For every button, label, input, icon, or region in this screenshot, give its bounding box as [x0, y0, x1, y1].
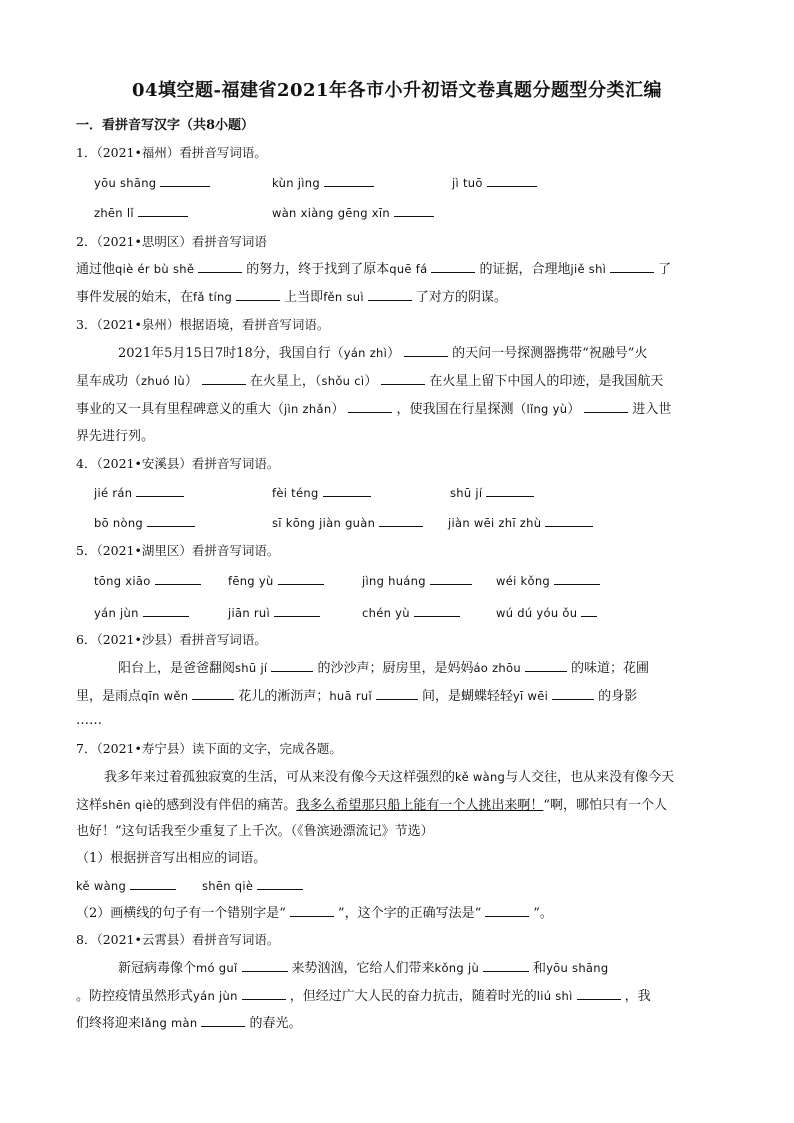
answer-blank[interactable]	[242, 986, 286, 1000]
question-2-line-1	[76, 259, 671, 280]
pinyin: qiè ér bù shě	[115, 262, 195, 276]
text: ，使我国在行星探测（	[396, 402, 527, 417]
answer-blank[interactable]	[545, 513, 593, 527]
pinyin-item: jiàn wēi zhī zhù	[448, 516, 542, 530]
pinyin-item: yán jùn	[94, 606, 139, 620]
pinyin-item: sī kōng jiàn guàn	[272, 516, 376, 530]
answer-blank[interactable]	[138, 203, 188, 217]
pinyin-item: wú dú yóu ǒu	[496, 606, 578, 620]
text: 。防控疫情虽然形式	[76, 989, 194, 1004]
text: 事业的又一具有里程碑意义的重大（	[76, 402, 285, 417]
answer-blank[interactable]	[483, 958, 529, 972]
question-5-row-1	[94, 571, 734, 591]
answer-blank[interactable]	[278, 571, 324, 585]
pinyin-item: wéi kǒng	[496, 574, 551, 588]
pinyin-item: fēng yù	[228, 574, 274, 588]
text: 进入世	[632, 402, 672, 417]
pinyin: yī wēi	[512, 689, 549, 703]
pinyin: kǒng jù	[434, 961, 480, 975]
answer-blank[interactable]	[430, 571, 472, 585]
text: ”，这个字的正确写法是“	[337, 906, 482, 921]
question-8-line-2	[76, 986, 651, 1007]
pinyin-item: jiān ruì	[228, 606, 270, 620]
pinyin-item: kě wàng	[76, 879, 127, 893]
question-6-heading: 6．（2021•沙县）看拼音写词语。	[76, 632, 267, 647]
answer-blank[interactable]	[379, 513, 423, 527]
pinyin-item: wàn xiàng gēng xīn	[272, 206, 390, 220]
answer-blank[interactable]	[236, 287, 280, 301]
text: ）	[184, 374, 198, 389]
answer-blank[interactable]	[324, 173, 374, 187]
text: 这样	[76, 798, 103, 813]
question-7-heading: 7．（2021•寿宁县）读下面的文字，完成各题。	[76, 741, 342, 756]
answer-blank[interactable]	[552, 686, 594, 700]
question-7-sub-1-row	[76, 876, 716, 896]
answer-blank[interactable]	[610, 259, 654, 273]
pinyin: yán zhì	[343, 346, 388, 360]
text: 的春光。	[249, 1016, 302, 1031]
pinyin: fǎ tíng	[193, 290, 233, 304]
text: 的沙沙声；厨房里，是妈妈	[317, 661, 474, 676]
answer-blank[interactable]	[257, 876, 303, 890]
question-6-line-3: ……	[76, 713, 102, 728]
answer-blank[interactable]	[431, 259, 475, 273]
pinyin-item: tōng xiāo	[94, 574, 151, 588]
answer-blank[interactable]	[581, 603, 597, 617]
pinyin-item: bō nòng	[94, 516, 144, 530]
question-7-line-1	[104, 767, 674, 788]
pinyin: shū jí	[235, 661, 268, 675]
text: 通过他	[76, 262, 116, 277]
question-3-line-2	[76, 371, 663, 392]
question-7-line-3: 也好！”这句话我至少重复了上千次。（《鲁滨逊漂流记》节选）	[76, 824, 434, 839]
answer-blank[interactable]	[160, 173, 210, 187]
question-3-line-3	[76, 399, 671, 420]
question-8-line-3	[76, 1013, 301, 1034]
text: 在火星上，（	[249, 374, 322, 389]
pinyin: zhuó lù	[141, 374, 185, 388]
text: 的味道；花圃	[570, 661, 649, 676]
text: 和	[533, 961, 547, 976]
answer-blank[interactable]	[486, 483, 534, 497]
answer-blank[interactable]	[155, 571, 201, 585]
answer-blank[interactable]	[274, 603, 320, 617]
question-4-row-2	[94, 513, 734, 533]
pinyin-item: shū jí	[450, 486, 483, 500]
pinyin-item: jié rán	[94, 486, 133, 500]
pinyin: lǐng yù	[526, 402, 568, 416]
question-4-heading: 4．（2021•安溪县）看拼音写词语。	[76, 456, 280, 471]
text: 的努力，终于找到了原本	[246, 262, 390, 277]
pinyin: liú shì	[536, 989, 573, 1003]
answer-blank[interactable]	[381, 371, 425, 385]
question-1-row-1	[94, 173, 734, 193]
answer-blank[interactable]	[394, 203, 434, 217]
question-1-row-2	[94, 203, 734, 223]
answer-blank[interactable]	[404, 343, 448, 357]
answer-blank[interactable]	[143, 603, 189, 617]
answer-blank[interactable]	[414, 603, 460, 617]
question-4-row-1	[94, 483, 734, 503]
pinyin: jiě shì	[570, 262, 607, 276]
text: ）	[387, 346, 401, 361]
answer-blank[interactable]	[130, 876, 176, 890]
pinyin: shēn qiè	[102, 798, 154, 812]
text: 与人交往，也从来没有像今天	[505, 770, 675, 785]
text: 的感到没有伴侣的痛苦。	[153, 798, 297, 813]
pinyin-item: chén yù	[362, 606, 410, 620]
question-3-heading: 3．（2021•泉州）根据语境，看拼音写词语。	[76, 317, 330, 332]
answer-blank[interactable]	[136, 483, 184, 497]
text: ，我	[624, 989, 651, 1004]
answer-blank[interactable]	[584, 399, 628, 413]
pinyin-item: jìng huáng	[362, 574, 426, 588]
answer-blank[interactable]	[376, 686, 418, 700]
pinyin: yán jùn	[193, 989, 238, 1003]
pinyin: kě wàng	[455, 770, 506, 784]
question-3-line-1	[118, 343, 647, 364]
answer-blank[interactable]	[201, 1013, 245, 1027]
text: 花儿的淅沥声；	[238, 689, 330, 704]
question-7-sub-1: （1）根据拼音写出相应的词语。	[76, 851, 267, 866]
section-heading: 一．看拼音写汉字（共8小题）	[76, 118, 255, 133]
pinyin: lǎng màn	[141, 1016, 198, 1030]
underlined-sentence: 我多么希望那只船上能有一个人挑出来啊！	[296, 798, 544, 813]
text: 间，是蝴蝶轻轻	[421, 689, 513, 704]
pinyin: fěn suì	[323, 290, 364, 304]
pinyin-item: jì tuō	[452, 176, 483, 190]
text: ”。	[533, 906, 553, 921]
answer-blank[interactable]	[485, 903, 529, 917]
text: “啊，哪怕只有一个人	[543, 798, 667, 813]
text: 2021年5月15日7时18分，我国自行（	[118, 346, 344, 361]
text: 的证据，合理地	[479, 262, 571, 277]
pinyin: qīn wěn	[141, 689, 189, 703]
pinyin: yōu shāng	[546, 961, 609, 975]
question-8-heading: 8．（2021•云霄县）看拼音写词语。	[76, 932, 280, 947]
pinyin: jìn zhǎn	[284, 402, 332, 416]
answer-blank[interactable]	[554, 571, 600, 585]
question-5-heading: 5．（2021•湖里区）看拼音写词语。	[76, 543, 280, 558]
text: 的身影	[598, 689, 638, 704]
question-6-line-1	[118, 658, 649, 679]
text: ）	[364, 374, 378, 389]
text: ）	[331, 402, 345, 417]
text: 阳台上，是爸爸翻阅	[118, 661, 236, 676]
pinyin: shǒu cì	[321, 374, 365, 388]
pinyin-item: kùn jìng	[272, 176, 320, 190]
pinyin: quē fá	[389, 262, 428, 276]
answer-blank[interactable]	[198, 259, 242, 273]
question-5-row-2	[94, 603, 734, 623]
pinyin: huā ruǐ	[329, 689, 372, 703]
answer-blank[interactable]	[242, 958, 288, 972]
pinyin: áo zhōu	[473, 661, 521, 675]
text: 们终将迎来	[76, 1016, 142, 1031]
question-3-line-4: 界先进行列。	[76, 429, 155, 444]
text: 上当即	[284, 290, 324, 305]
answer-blank[interactable]	[323, 483, 371, 497]
question-2-heading: 2．（2021•思明区）看拼音写词语	[76, 234, 267, 249]
answer-blank[interactable]	[525, 658, 567, 672]
question-6-line-2	[76, 686, 637, 707]
text: 事件发展的始末，在	[76, 290, 194, 305]
text: 的天问一号探测器携带“祝融号”火	[452, 346, 648, 361]
pinyin-item: yōu shāng	[94, 176, 157, 190]
text: 了	[658, 262, 672, 277]
answer-blank[interactable]	[368, 287, 412, 301]
text: ）	[567, 402, 581, 417]
answer-blank[interactable]	[192, 686, 234, 700]
text: ，但经过广大人民的奋力抗击，随着时光的	[289, 989, 537, 1004]
answer-blank[interactable]	[577, 986, 621, 1000]
text: 我多年来过着孤独寂寞的生活，可从来没有像今天这样强烈的	[104, 770, 456, 785]
text: 来势汹汹，它给人们带来	[291, 961, 435, 976]
pinyin-item: shēn qiè	[202, 879, 254, 893]
answer-blank[interactable]	[290, 903, 334, 917]
question-7-line-2	[76, 795, 667, 816]
text: 新冠病毒像个	[118, 961, 197, 976]
question-8-line-1	[118, 958, 608, 979]
text: 星车成功（	[76, 374, 142, 389]
text: 在火星上留下中国人的印迹，是我国航天	[429, 374, 664, 389]
answer-blank[interactable]	[147, 513, 195, 527]
answer-blank[interactable]	[487, 173, 537, 187]
text: 了对方的阴谋。	[415, 290, 507, 305]
question-7-sub-2	[76, 903, 553, 924]
document-title: 04填空题-福建省2021年各市小升初语文卷真题分题型分类汇编	[131, 80, 663, 101]
answer-blank[interactable]	[271, 658, 313, 672]
pinyin: mó guǐ	[196, 961, 238, 975]
text: （2）画横线的句子有一个错别字是“	[76, 906, 286, 921]
text: 里，是雨点	[76, 689, 142, 704]
answer-blank[interactable]	[348, 399, 392, 413]
question-1-heading: 1．（2021•福州）看拼音写词语。	[76, 145, 267, 160]
question-2-line-2	[76, 287, 507, 308]
pinyin-item: zhēn lǐ	[94, 206, 134, 220]
pinyin-item: fèi téng	[272, 486, 319, 500]
answer-blank[interactable]	[202, 371, 246, 385]
